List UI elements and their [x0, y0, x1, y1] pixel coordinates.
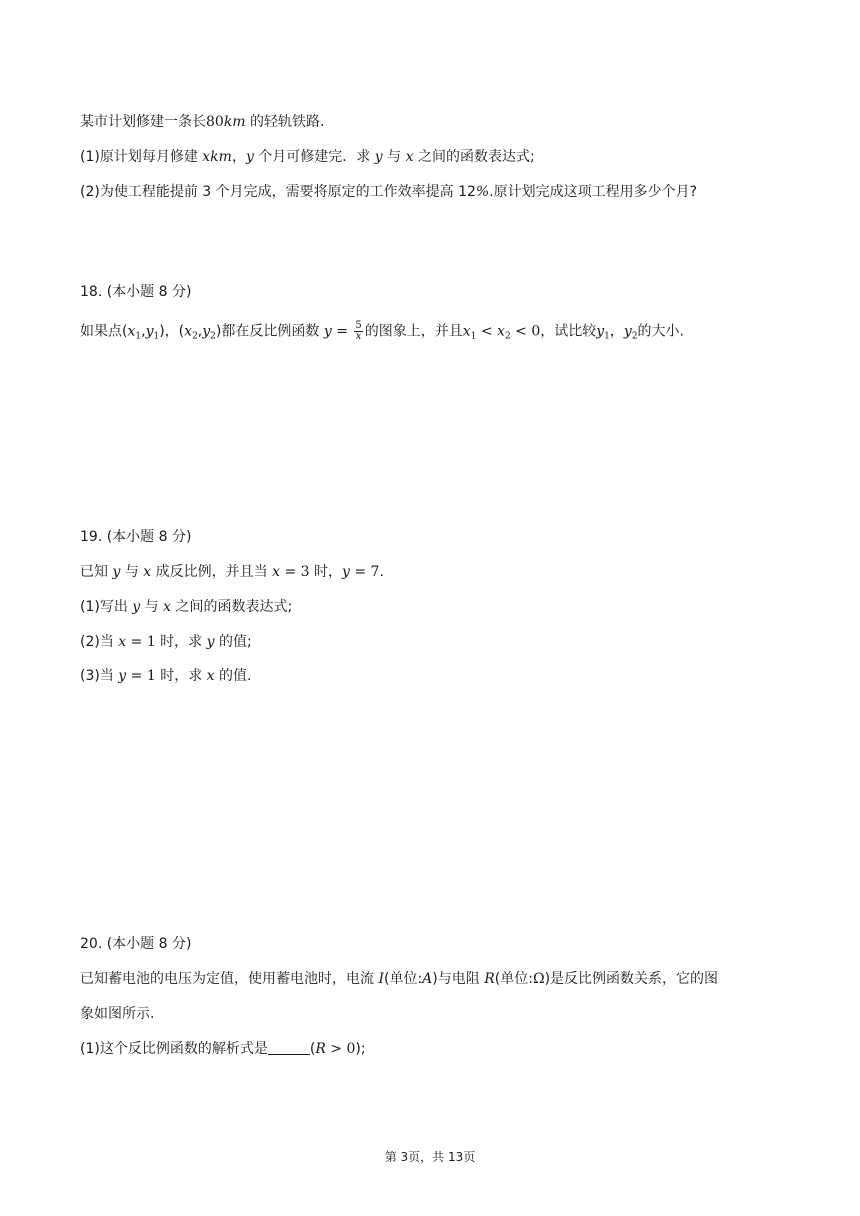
q18-header: 18. (本小题 8 分) [80, 284, 192, 300]
q20-line1: 已知蓄电池的电压为定值，使用蓄电池时，电流 I(单位:A)与电阻 R(单位:Ω)是反比例函数关系，它的图 [80, 971, 719, 987]
q18-text: 如果点$(x_1,y_1)$，$(x_2,y_2)$都在反比例函数 y = $\frac{5}{x}$ 的图象上，并且$x_1 < x_2 < 0$，试比较$y_1$，$y_2$的大小. [80, 320, 684, 342]
q19-line1: 已知 y 与 x 成反比例，并且当 x = 3 时，y = 7. [80, 564, 384, 580]
q20-line3: (1)这个反比例函数的解析式是 (R > 0); [80, 1041, 366, 1057]
fraction-5-over-x: $\frac{5}{x}$ [355, 320, 362, 342]
q17-part2: (2)为使工程能提前 3 个月完成，需要将原定的工作效率提高 12%.原计划完成这项工程用多少个月? [80, 184, 698, 200]
q19-line2: (1)写出 y 与 x 之间的函数表达式; [80, 599, 293, 615]
q20-header: 20. (本小题 8 分) [80, 936, 192, 952]
q20-line2: 象如图所示. [80, 1006, 155, 1022]
q19-line4: (3)当 y = 1 时，求 x 的值. [80, 668, 252, 684]
page-footer: 第 3页，共 13页 [384, 1150, 476, 1164]
q19-header: 19. (本小题 8 分) [80, 529, 192, 545]
answer-blank[interactable] [268, 1040, 310, 1055]
q17-intro: 某市计划修建一条长80km 的轻轨铁路. [80, 114, 325, 130]
q17-part1: (1)原计划每月修建 xkm，y 个月可修建完．求 y 与 x 之间的函数表达式; [80, 149, 535, 165]
q19-line3: (2)当 x = 1 时，求 y 的值; [80, 634, 252, 650]
